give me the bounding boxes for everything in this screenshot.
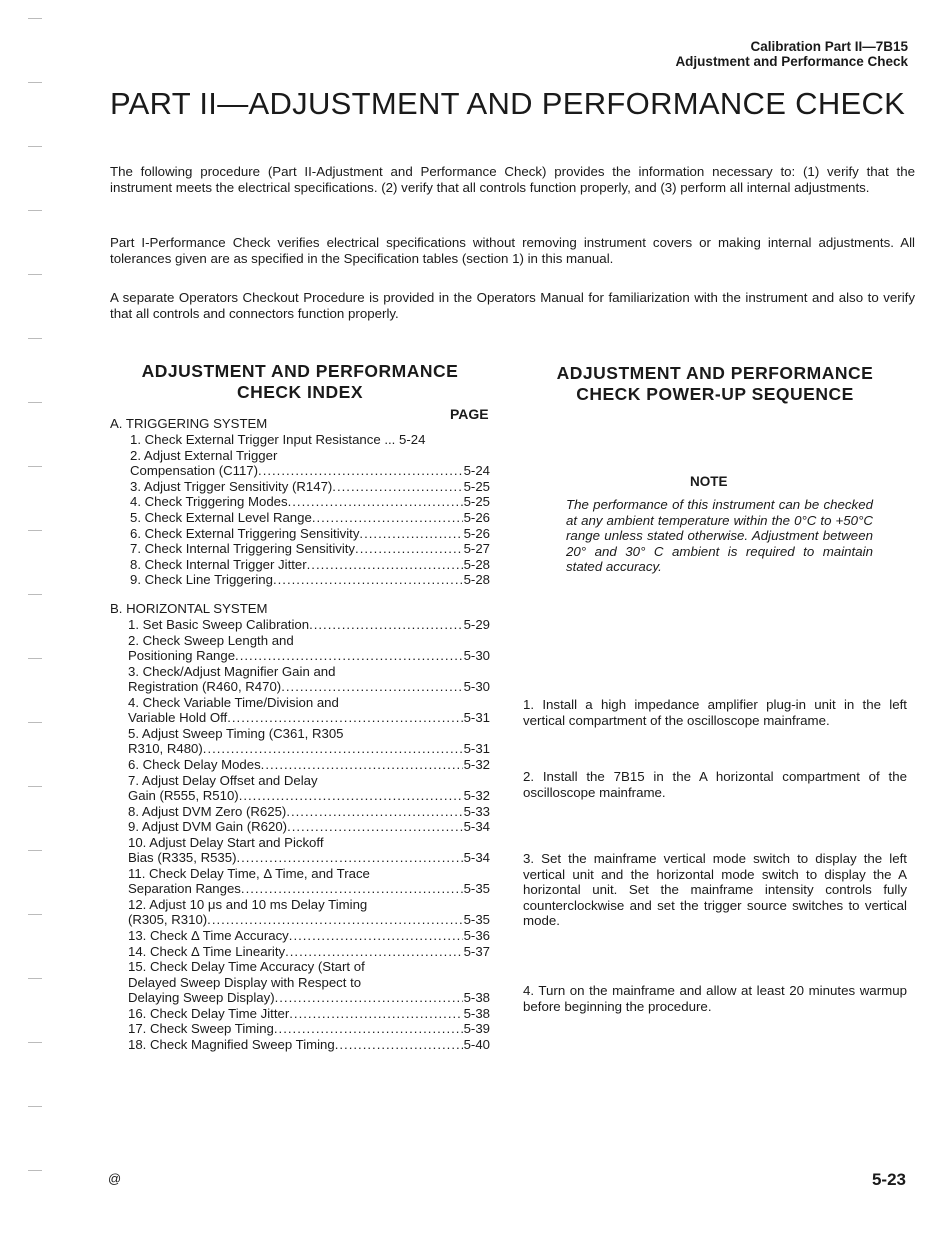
index-heading — [110, 361, 490, 403]
index-entry — [128, 804, 490, 819]
running-header — [675, 39, 908, 69]
dot-leader — [274, 1021, 463, 1036]
index-entry-page: 5-30 — [463, 648, 490, 664]
index-entry: 11. Check Delay Time, Δ Time, and Trace — [128, 865, 370, 881]
dot-leader — [335, 1037, 463, 1052]
index-entry: 2. Check Sweep Length and — [128, 632, 294, 648]
margin-mark — [28, 146, 42, 147]
index-entry-page: 5-31 — [463, 710, 490, 726]
margin-mark — [28, 530, 42, 531]
powerup-heading — [523, 363, 907, 405]
dot-leader — [312, 510, 463, 525]
index-entry — [128, 928, 490, 943]
index-entry-text: 8. Check Internal Trigger Jitter — [130, 556, 307, 572]
dot-leader — [235, 648, 463, 663]
index-entry-page: 5-39 — [463, 1021, 490, 1037]
index-entry-text: 8. Adjust DVM Zero (R625) — [128, 803, 287, 819]
index-entry-text: 1. Set Basic Sweep Calibration — [128, 617, 310, 632]
index-entry-text: 5. Check External Level Range — [130, 510, 312, 525]
index-entry — [130, 510, 490, 525]
index-heading-line-1: ADJUSTMENT AND PERFORMANCE — [141, 361, 459, 381]
index-entry-page: 5-31 — [463, 741, 490, 757]
index-entry-text: 13. Check Δ Time Accuracy — [128, 928, 289, 943]
index-entry-page: 5-32 — [463, 788, 490, 804]
index-entry: 2. Adjust External Trigger — [130, 447, 278, 463]
index-entry-text: 9. Check Line Triggering — [130, 572, 273, 588]
dot-leader — [273, 572, 463, 587]
dot-leader — [332, 479, 462, 494]
page-title: PART II—ADJUSTMENT AND PERFORMANCE CHECK — [110, 86, 906, 121]
index-entry-text: Registration (R460, R470) — [128, 679, 282, 695]
dot-leader — [227, 710, 462, 725]
index-entry — [128, 850, 490, 865]
dot-leader — [359, 526, 462, 541]
index-entry-text: Compensation (C117) — [130, 463, 259, 479]
index-entry — [128, 819, 490, 834]
footer-symbol: @ — [108, 1171, 122, 1186]
index-entry: 4. Check Variable Time/Division and — [128, 694, 339, 710]
margin-mark — [28, 978, 42, 979]
index-entry-page: 5-34 — [463, 850, 490, 866]
index-entry-page: 5-25 — [463, 494, 490, 510]
index-entry-page: 5-25 — [463, 478, 490, 494]
index-entry: 12. Adjust 10 μs and 10 ms Delay Timing — [128, 896, 368, 912]
index-entry — [130, 463, 490, 478]
margin-mark — [28, 338, 42, 339]
index-entry — [128, 788, 490, 803]
powerup-step-2: 2. Install the 7B15 in the A horizontal compartment of the oscilloscope mainframe. — [523, 769, 907, 800]
index-group-a: A. TRIGGERING SYSTEM — [110, 416, 268, 431]
index-entry-text: 9. Adjust DVM Gain (R620) — [128, 819, 288, 835]
index-entry — [128, 741, 490, 756]
margin-mark — [28, 914, 42, 915]
dot-leader — [239, 788, 463, 803]
margin-mark — [28, 1170, 42, 1171]
index-entry-text: Delaying Sweep Display) — [128, 990, 275, 1006]
index-entry-page: 5-32 — [463, 756, 490, 772]
margin-mark — [28, 1042, 42, 1043]
note-title: NOTE — [690, 474, 728, 489]
index-entry — [130, 479, 490, 494]
index-entry-text: Separation Ranges — [128, 881, 241, 897]
index-entry-page: 5-26 — [463, 525, 490, 541]
margin-mark — [28, 402, 42, 403]
margin-mark — [28, 1106, 42, 1107]
index-entry: 7. Adjust Delay Offset and Delay — [128, 772, 318, 788]
index-entry — [128, 944, 490, 959]
index-entry-page: 5-38 — [463, 1005, 490, 1021]
index-entry-page: 5-40 — [463, 1036, 490, 1052]
index-entry-text: R310, R480) — [128, 741, 203, 757]
index-entry-page: 5-38 — [463, 990, 490, 1006]
dot-leader — [286, 804, 462, 819]
dot-leader — [287, 819, 463, 834]
index-entry-text: (R305, R310) — [128, 912, 208, 928]
index-entry: 10. Adjust Delay Start and Pickoff — [128, 834, 324, 850]
dot-leader — [281, 679, 462, 694]
index-entry — [130, 494, 490, 509]
margin-mark — [28, 274, 42, 275]
dot-leader — [289, 1006, 462, 1021]
intro-paragraph-2: Part I-Performance Check verifies electrical specifications without removing instrument covers or making internal adjustments. All tolerances given are as specified in the Specification tables (section 1) in this manual. — [110, 235, 915, 266]
index-entry-text: 17. Check Sweep Timing — [128, 1021, 274, 1037]
index-group-b: B. HORIZONTAL SYSTEM — [110, 601, 268, 616]
dot-leader — [261, 757, 463, 772]
margin-mark — [28, 786, 42, 787]
index-entry — [128, 617, 490, 632]
index-entry-page: 5-26 — [463, 510, 490, 525]
index-entry-text: Variable Hold Off — [128, 710, 228, 726]
index-entry: 3. Check/Adjust Magnifier Gain and — [128, 663, 336, 679]
margin-mark — [28, 18, 42, 19]
intro-paragraph-3: A separate Operators Checkout Procedure is provided in the Operators Manual for familiarization with the instrument and also to verify that all controls and connectors function properly. — [110, 290, 915, 321]
margin-mark — [28, 82, 42, 83]
index-entry-text: 18. Check Magnified Sweep Timing — [128, 1036, 335, 1052]
index-entry — [128, 1037, 490, 1052]
index-entry — [128, 912, 490, 927]
index-entry: 1. Check External Trigger Input Resistance ... 5-24 — [130, 432, 426, 447]
index-entry — [128, 881, 490, 896]
dot-leader — [309, 617, 463, 632]
index-entry — [128, 648, 490, 663]
powerup-step-3: 3. Set the mainframe vertical mode switch to display the left vertical unit and the horizontal mode switch to display the A horizontal unit. Set the mainframe intensity controls fully counterclockwise and set the trigger source switches to vertical mode. — [523, 851, 907, 928]
index-entry-page: 5-36 — [463, 928, 490, 943]
index-entry-page: 5-28 — [463, 572, 490, 588]
index-entry-text: 6. Check External Triggering Sensitivity — [130, 525, 360, 541]
index-entry — [128, 1021, 490, 1036]
index-entry-page: 5-37 — [463, 943, 490, 959]
dot-leader — [258, 463, 463, 478]
note-text: The performance of this instrument can be checked at any ambient temperature within the 0°C to +50°C range unless stated otherwise. Adjustment between 20° and 30° C ambient is required to maintain stated accuracy. — [566, 497, 873, 574]
index-entry — [128, 990, 490, 1005]
intro-paragraph-1: The following procedure (Part II-Adjustment and Performance Check) provides the information necessary to: (1) verify that the instrument meets the electrical specifications. (2) verify that all controls function properly, and (3) perform all internal adjustments. — [110, 164, 915, 195]
margin-mark — [28, 722, 42, 723]
dot-leader — [307, 557, 463, 572]
index-entry — [130, 557, 490, 572]
index-entry-page: 5-30 — [463, 679, 490, 695]
dot-leader — [355, 541, 463, 556]
index-entry — [130, 572, 490, 587]
dot-leader — [241, 881, 463, 896]
index-entry-page: 5-27 — [463, 541, 490, 557]
index-entry-text: Bias (R335, R535) — [128, 850, 237, 866]
powerup-heading-line-1: ADJUSTMENT AND PERFORMANCE — [556, 363, 874, 383]
header-line-2: Adjustment and Performance Check — [675, 54, 908, 69]
dot-leader — [236, 850, 462, 865]
margin-mark — [28, 850, 42, 851]
header-line-1: Calibration Part II—7B15 — [750, 39, 908, 54]
index-entry-text: 4. Check Triggering Modes — [130, 494, 288, 510]
index-entry — [130, 526, 490, 541]
dot-leader — [289, 928, 463, 943]
index-entry-page: 5-33 — [463, 803, 490, 819]
powerup-step-1: 1. Install a high impedance amplifier plug-in unit in the left vertical compartment of the oscilloscope mainframe. — [523, 697, 907, 728]
powerup-step-4: 4. Turn on the mainframe and allow at least 20 minutes warmup before beginning the procedure. — [523, 983, 907, 1014]
index-entry — [130, 541, 490, 556]
powerup-heading-line-2: CHECK POWER-UP SEQUENCE — [576, 384, 854, 404]
index-entry — [128, 757, 490, 772]
index-heading-line-2: CHECK INDEX — [236, 382, 364, 402]
margin-mark — [28, 210, 42, 211]
index-entry-page: 5-35 — [463, 881, 490, 897]
index-entry-text: Gain (R555, R510) — [128, 788, 239, 804]
index-entry-page: 5-24 — [463, 463, 490, 479]
margin-mark — [28, 594, 42, 595]
index-entry — [128, 1006, 490, 1021]
index-entry-page: 5-29 — [463, 617, 490, 632]
index-entry: Delayed Sweep Display with Respect to — [128, 974, 362, 990]
index-list — [110, 416, 510, 1066]
page-number: 5-23 — [871, 1170, 906, 1189]
index-entry-text: 16. Check Delay Time Jitter — [128, 1005, 290, 1021]
dot-leader — [285, 944, 462, 959]
dot-leader — [275, 990, 463, 1005]
dot-leader — [207, 912, 462, 927]
margin-mark — [28, 658, 42, 659]
page-column-label: PAGE — [450, 406, 489, 422]
index-entry-page: 5-28 — [463, 556, 490, 572]
index-entry-page: 5-35 — [463, 912, 490, 928]
index-entry-text: Positioning Range — [128, 648, 236, 664]
index-entry — [128, 710, 490, 725]
index-entry-page: 5-34 — [463, 819, 490, 835]
index-entry-text: 7. Check Internal Triggering Sensitivity — [130, 541, 356, 557]
index-entry: 5. Adjust Sweep Timing (C361, R305 — [128, 725, 344, 741]
index-entry-text: 14. Check Δ Time Linearity — [128, 943, 286, 959]
dot-leader — [288, 494, 463, 509]
dot-leader — [203, 741, 463, 756]
index-entry: 15. Check Delay Time Accuracy (Start of — [128, 959, 365, 975]
index-entry-text: 3. Adjust Trigger Sensitivity (R147) — [130, 478, 333, 494]
index-entry — [128, 679, 490, 694]
margin-mark — [28, 466, 42, 467]
index-entry-text: 6. Check Delay Modes — [128, 756, 261, 772]
